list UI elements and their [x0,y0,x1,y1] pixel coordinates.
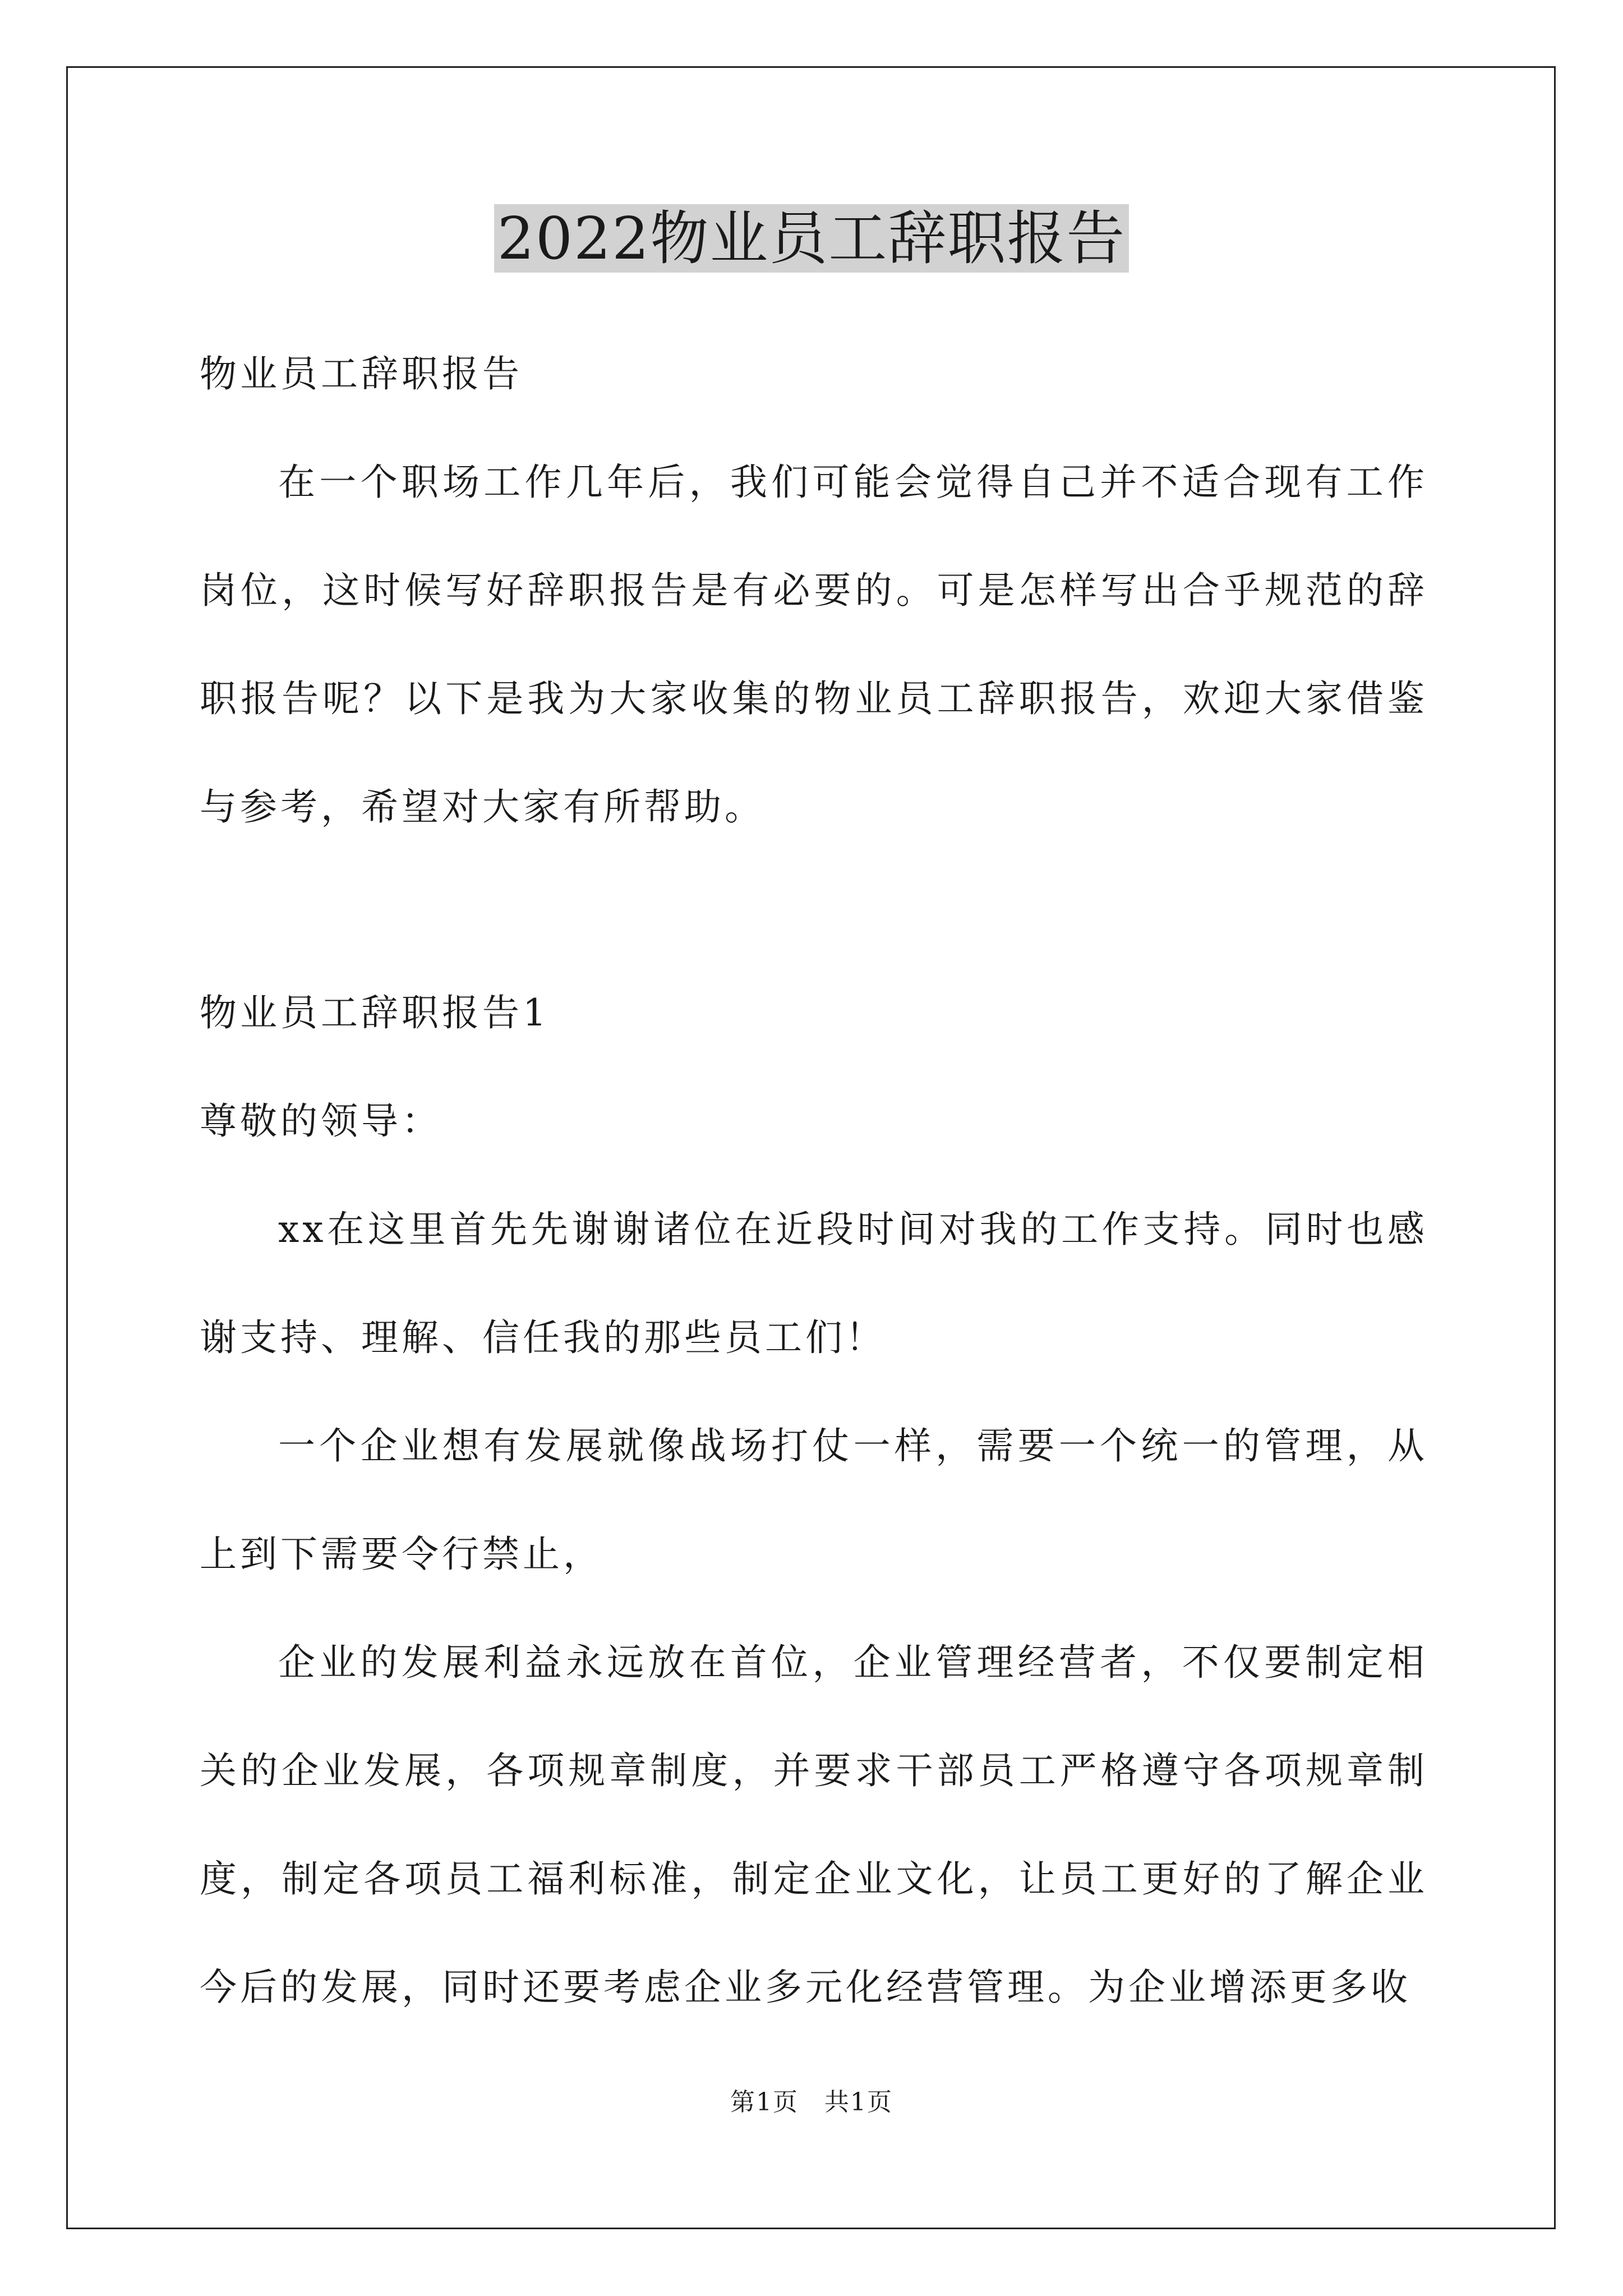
intro-paragraph: 在一个职场工作几年后，我们可能会觉得自己并不适合现有工作岗位，这时候写好辞职报告是有必要的。可是怎样写出合乎规范的辞职报告呢？以下是我为大家收集的物业员工辞职报告，欢迎大家借鉴与参考，希望对大家有所帮助。 [200,461,1428,829]
body-paragraph: 企业的发展利益永远放在首位，企业管理经营者，不仅要制定相关的企业发展，各项规章制度，并要求干部员工严格遵守各项规章制度，制定各项员工福利标准，制定企业文化，让员工更好的了解企业今后的发展，同时还要考虑企业多元化经营管理。为企业增添更多收 [200,1641,1428,2009]
section-heading: 物业员工辞职报告 [200,352,523,395]
body-paragraph: 一个企业想有发展就像战场打仗一样，需要一个统一的管理，从上到下需要令行禁止， [200,1424,1428,1576]
report-heading: 物业员工辞职报告1 [200,991,550,1034]
document-title [0,199,1623,278]
salutation: 尊敬的领导： [200,1099,442,1143]
page-footer [0,2086,1623,2119]
body-paragraph: xx在这里首先先谢谢诸位在近段时间对我的工作支持。同时也感谢支持、理解、信任我的那些员工们！ [200,1208,1428,1359]
document-title-text: 2022物业员工辞职报告 [494,204,1129,273]
document-body [200,320,1428,2041]
page-number: 第1页 共1页 [730,2088,893,2116]
